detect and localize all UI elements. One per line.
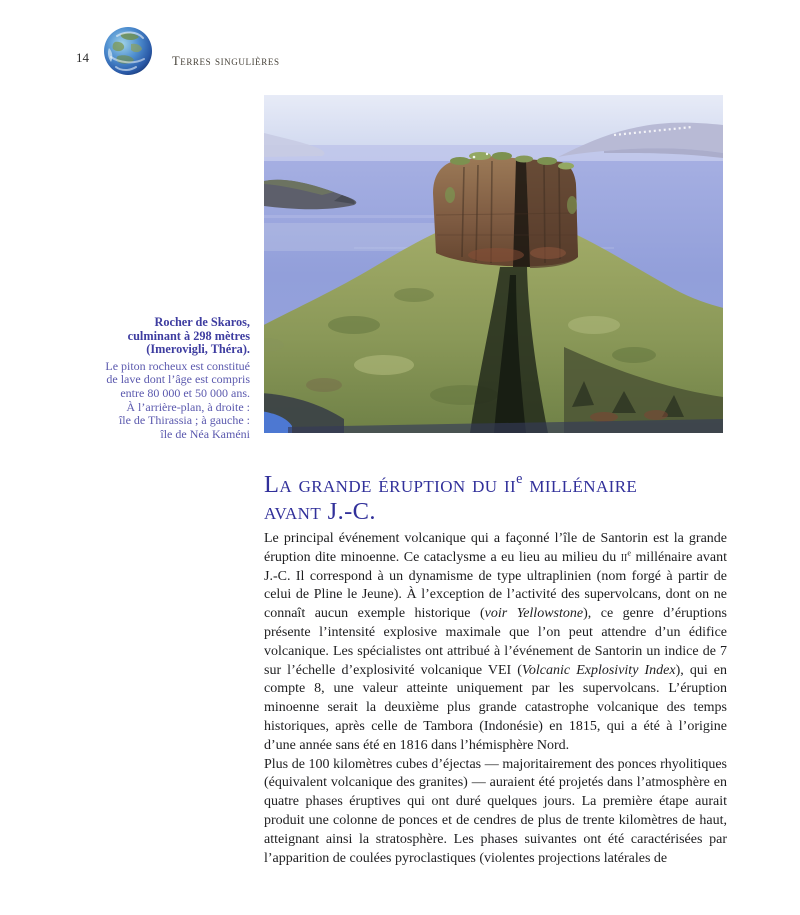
photo-caption bbox=[28, 316, 250, 441]
skaros-photo-illustration bbox=[264, 95, 723, 433]
section-heading bbox=[264, 471, 730, 525]
collection-title: Terres singulières bbox=[172, 54, 280, 68]
body-text bbox=[264, 530, 727, 868]
skaros-photo bbox=[264, 95, 723, 433]
caption-line: île de Thirassia ; à gauche : bbox=[118, 413, 250, 428]
page-number: 14 bbox=[76, 50, 89, 65]
caption-line: de lave dont l’âge est compris bbox=[106, 372, 250, 387]
section-heading-line: avant J.-C. bbox=[264, 498, 376, 525]
caption-line: À l’arrière-plan, à droite : bbox=[126, 399, 250, 414]
caption-line: Le piton rocheux est constitué bbox=[105, 358, 250, 373]
earth-globe-icon bbox=[103, 26, 153, 76]
caption-line: île de Néa Kaméni bbox=[160, 426, 250, 441]
caption-line: entre 80 000 et 50 000 ans. bbox=[120, 385, 250, 400]
paragraph: Plus de 100 kilomètres cubes d’éjectas — majoritairement des ponces rhyolitiques (équivalent volcanique des granites) — auraient été projetés dans l’atmosphère en quatre phases éruptives qui ont duré quelques jours. La première étape aurait produit une colonne de ponces et de cendres de plus de trente kilomètres de haut, atteignant ainsi la stratosphère. Les phases suivantes ont été caractérisées par l’apparition de coulées pyroclastiques (violentes projections latérales de bbox=[264, 756, 727, 866]
section-heading-line: La grande éruption du $ii^e$ millénaire bbox=[264, 470, 638, 498]
caption-title-line: culminant à 298 mètres bbox=[127, 328, 250, 343]
paragraph: Le principal événement volcanique qui a façonné l’île de Santorin est la grande éruption dite minoenne. Ce cataclysme a eu lieu au milieu du $ii^e$ millénaire avant J.-C. Il correspond à un dynamisme de type ultraplinien (nom forgé à partir de celui de Pline le Jeune). À l’exception de l’activité des supervolcans, dont on ne connaît aucun exemple historique (voir Yellowstone), ce genre d’éruptions présente l’intensité explosive maximale que l’on peut attendre d’un édifice volcanique. Les spécialistes ont attribué à l’événement de Santorin un indice de 7 sur l’échelle d’explosivité volcanique VEI (Volcanic Explosivity Index), qui en compte 8, une valeur atteinte uniquement par les supervolcans. L’éruption minoenne serait la deuxième plus grande catastrophe volcanique des temps historiques, après celle de Tambora (Indonésie) en 1815, qui a été à l’origine d’une année sans été en 1816 dans l’hémisphère Nord. bbox=[264, 531, 727, 753]
caption-title-line: Rocher de Skaros, bbox=[154, 315, 250, 329]
caption-title-line: (Imerovigli, Théra). bbox=[146, 342, 250, 357]
